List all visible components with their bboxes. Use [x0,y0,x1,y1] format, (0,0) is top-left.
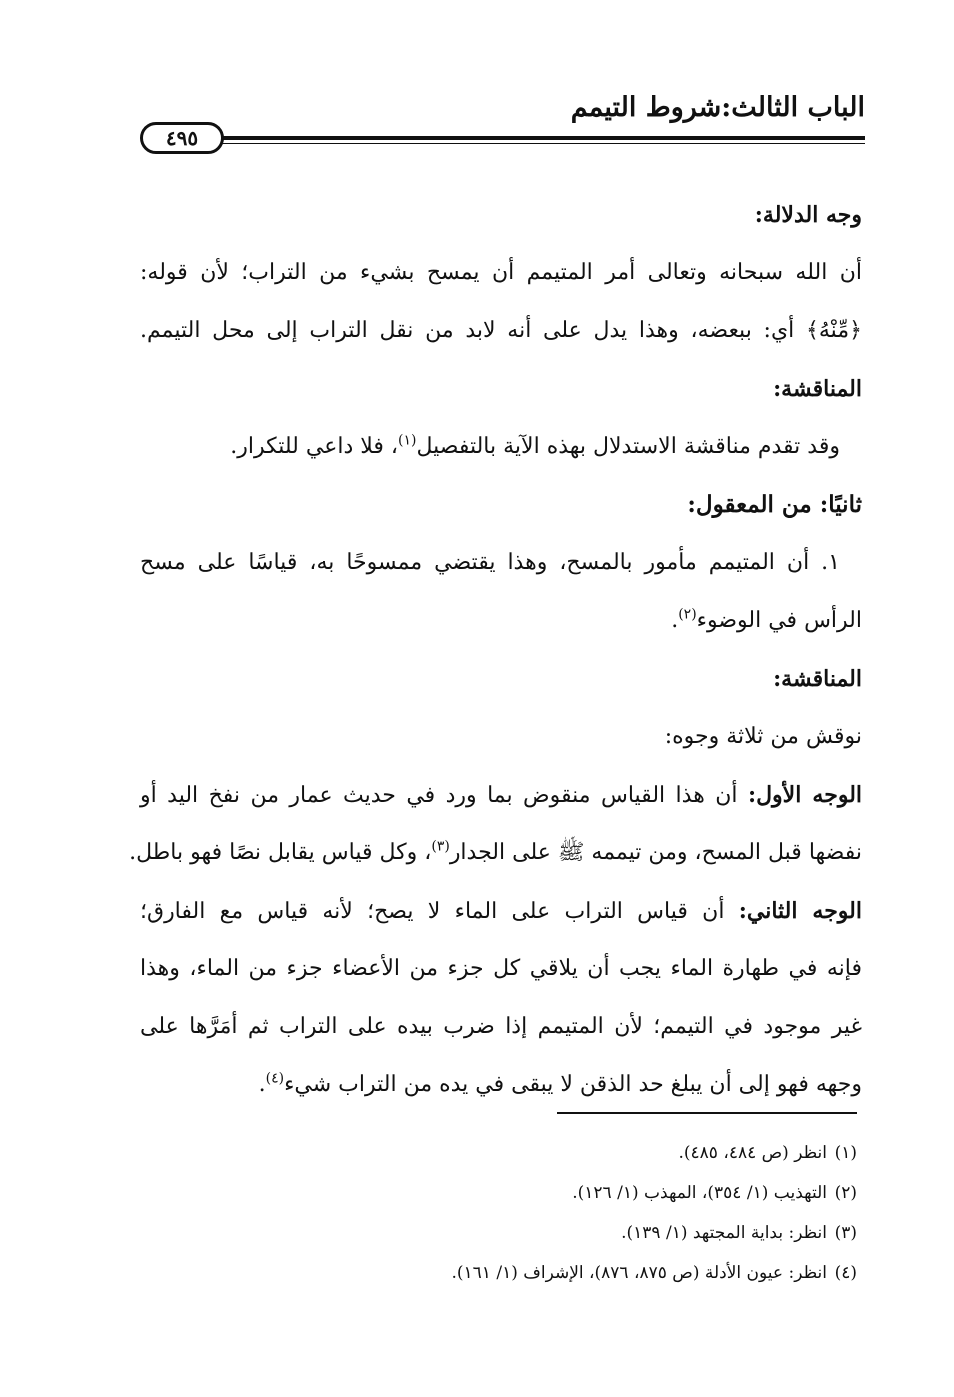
paragraph-text: وجهه فهو إلى أن يبلغ حد الذقن لا يبقى في يده من التراب شيء [284,1072,862,1097]
heading-indication: وجه الدلالة: [754,202,862,228]
header-rule-thick [215,136,865,140]
paragraph-line: غير موجود في التيمم؛ لأن المتيمم إذا ضرب بيده على التراب ثم أمَرَّها على [140,1014,862,1039]
paragraph-line [140,766,862,824]
page-number: ٤٩٥ [140,122,224,154]
paragraph-line: ﴿مِّنْهُ﴾ أي: ببعضه، وهذا يدل على أنه لابد من نقل التراب إلى محل التيمم. [140,318,862,343]
list-item-line [140,592,862,650]
paragraph-text: نفضها قبل المسح، ومن تيممه ﷺ على الجدار [449,840,862,865]
footnote-item [137,1173,857,1213]
footnote-text: التهذيب (١/ ٣٥٤)، المهذب (١/ ١٢٦). [572,1183,827,1203]
paragraph-line: أن الله سبحانه وتعالى أمر المتيمم أن يمسح بشيء من التراب؛ لأن قوله: [140,260,862,285]
paragraph-line: نوقش من ثلاثة وجوه: [664,724,862,749]
heading-discussion: المناقشة: [773,666,862,692]
point-label: الوجه الأول: [747,782,863,808]
footnote-text: انظر (ص ٤٨٤، ٤٨٥). [678,1143,827,1163]
footnote-ref[interactable]: (٢) [678,606,697,623]
footnote-item [137,1253,857,1293]
paragraph-line [140,1056,862,1114]
chapter-title: الباب الثالث:شروط التيمم [570,92,865,123]
footnote-item [137,1213,857,1253]
paragraph-text: أن قياس التراب على الماء لا يصح؛ لأنه قياس مع الفارق؛ [140,899,739,924]
paragraph-text: . [671,608,679,633]
footnote-separator [557,1112,857,1114]
paragraph-text: وقد تقدم مناقشة الاستدلال بهذه الآية بالتفصيل [416,434,840,459]
footnote-ref[interactable]: (١) [397,432,417,449]
paragraph-text: ، وكل قياس يقابل نصًا فهو باطل. [129,840,432,865]
footnote-ref[interactable]: (٤) [265,1070,285,1087]
paragraph-text: ، فلا داعي للتكرار. [230,434,398,459]
footnote-number: (٢) [834,1183,857,1203]
paragraph-text: أن هذا القياس منقوض بما ورد في حديث عمار من نفخ اليد أو [140,783,748,808]
footnote-ref[interactable]: (٣) [431,838,450,855]
heading-discussion: المناقشة: [773,376,862,402]
footnote-text: انظر: عيون الأدلة (ص ٨٧٥، ٨٧٦)، الإشراف (١/ ١٦١). [451,1263,827,1283]
page-header [140,92,865,152]
footnote-number: (١) [834,1143,857,1163]
footnote-number: (٤) [834,1263,857,1283]
point-label: الوجه الثاني: [738,898,862,924]
paragraph-text: الرأس في الوضوء [696,608,862,633]
heading-rational-evidence: ثانيًا: من المعقول: [687,491,862,518]
list-item-line: ١. أن المتيمم مأمور بالمسح، وهذا يقتضي ممسوحًا به، قياسًا على مسح [140,550,840,575]
paragraph-line [129,824,862,882]
footnote-number: (٣) [834,1223,857,1243]
paragraph-text: . [258,1072,266,1097]
paragraph-line [140,418,862,476]
header-rule-thin [215,143,865,144]
footnote-item [137,1133,857,1173]
page-body [129,186,863,1114]
footnote-text: انظر: بداية المجتهد (١/ ١٣٩). [621,1223,827,1243]
footnotes [137,1133,857,1293]
paragraph-line: فإنه في طهارة الماء يجب أن يلاقي كل جزء من الأعضاء جزء من الماء، وهذا [140,956,862,981]
paragraph-line [140,882,862,940]
